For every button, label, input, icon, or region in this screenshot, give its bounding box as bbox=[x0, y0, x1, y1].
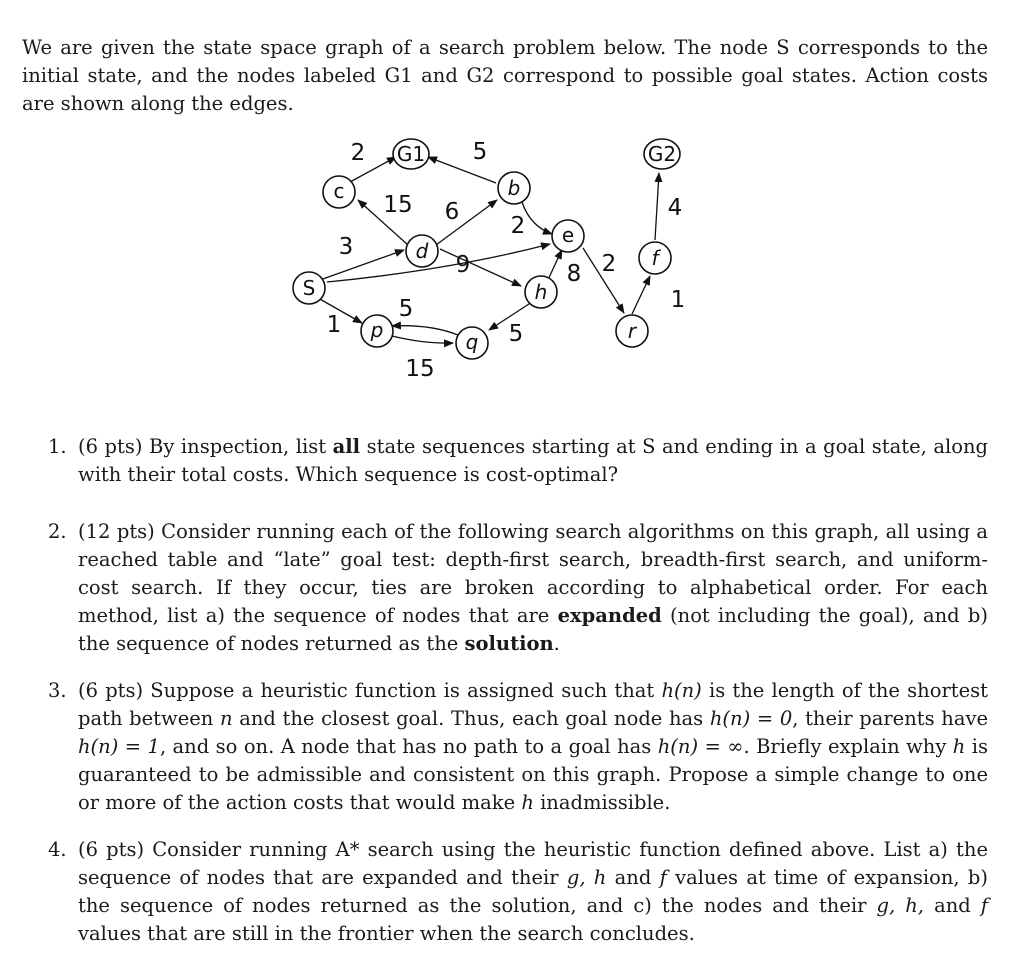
math-text: h bbox=[521, 791, 534, 814]
question-number: 3. bbox=[48, 679, 67, 702]
cost-q-p: 5 bbox=[398, 296, 414, 322]
cost-S-d: 3 bbox=[338, 234, 354, 260]
math-text: g, h bbox=[566, 866, 607, 889]
cost-b-e: 2 bbox=[510, 213, 526, 239]
math-text: h(n) = ∞ bbox=[657, 735, 744, 758]
edge-p-q bbox=[392, 336, 453, 343]
state-space-graph bbox=[280, 128, 700, 388]
node-label-b: b bbox=[507, 176, 521, 200]
math-text: h bbox=[952, 735, 966, 758]
question-text: values at time of expansion, b) the sequence of nodes returned as the solution, and c) the nodes and their bbox=[78, 866, 988, 917]
edge-q-p bbox=[392, 326, 458, 335]
question-4 bbox=[48, 836, 988, 948]
node-label-p: p bbox=[370, 318, 384, 342]
question-1 bbox=[48, 433, 988, 518]
cost-d-h: 9 bbox=[455, 252, 471, 278]
cost-S-p: 1 bbox=[326, 312, 342, 338]
cost-p-q: 15 bbox=[405, 356, 435, 382]
question-number: 4. bbox=[48, 838, 67, 861]
node-label-c: c bbox=[333, 179, 345, 203]
question-text: (12 pts) Consider running each of the following search algorithms on this graph, all using a reached table and “late” goal test: depth-first search, breadth-first search, and uniform-cost search. If they occur, ties are broken according to alphabetical order. For each method, list a) the sequence of nodes that are bbox=[78, 520, 988, 627]
cost-d-b: 6 bbox=[444, 199, 460, 225]
question-text: inadmissible. bbox=[533, 791, 671, 814]
emphasis-text: expanded bbox=[557, 604, 662, 627]
question-text: . bbox=[553, 632, 560, 655]
question-2 bbox=[48, 518, 988, 677]
question-text: state sequences starting at S and ending in a goal state, along with their total costs. Which sequence is cost-optimal? bbox=[78, 435, 988, 486]
question-list bbox=[48, 433, 988, 948]
node-label-h: h bbox=[534, 280, 548, 304]
question-text: and the closest goal. Thus, each goal node has bbox=[232, 707, 710, 730]
question-text: (not including the goal), and b) the sequence of nodes returned as the bbox=[78, 604, 988, 655]
cost-h-q: 5 bbox=[508, 321, 524, 347]
question-text: , their parents have bbox=[792, 707, 988, 730]
question-text: is guaranteed to be admissible and consistent on this graph. Propose a simple change to one or more of the action costs that would make bbox=[78, 735, 989, 814]
cost-f-G2: 4 bbox=[667, 195, 683, 221]
question-text: and bbox=[924, 894, 981, 917]
math-text: g, h, bbox=[876, 894, 925, 917]
cost-h-e: 8 bbox=[566, 261, 582, 287]
edge-S-d bbox=[320, 250, 404, 280]
question-number: 2. bbox=[48, 520, 67, 543]
cost-r-f: 1 bbox=[670, 287, 686, 313]
cost-e-r: 2 bbox=[601, 251, 617, 277]
math-text: h(n) bbox=[661, 679, 702, 702]
question-text: . Briefly explain why bbox=[743, 735, 953, 758]
node-label-e: e bbox=[561, 223, 575, 247]
math-text: f bbox=[659, 866, 667, 889]
emphasis-text: solution bbox=[464, 632, 554, 655]
cost-d-c: 15 bbox=[383, 192, 413, 218]
math-text: h(n) = 0 bbox=[709, 707, 793, 730]
node-label-f: f bbox=[651, 246, 659, 270]
question-text: values that are still in the frontier when the search concludes. bbox=[78, 922, 695, 945]
node-label-G2: G2 bbox=[647, 142, 677, 166]
node-label-d: d bbox=[415, 239, 429, 263]
question-3 bbox=[48, 677, 988, 836]
edge-f-G2 bbox=[655, 173, 659, 240]
math-text: h(n) = 1 bbox=[78, 735, 160, 758]
node-label-S: S bbox=[302, 276, 316, 300]
node-label-q: q bbox=[465, 330, 479, 354]
question-text: and bbox=[606, 866, 660, 889]
edge-b-e bbox=[522, 202, 552, 234]
problem-intro: We are given the state space graph of a search problem below. The node S corresponds to the initial state, and the nodes labeled G1 and G2 correspond to possible goal states. Action costs are shown along the edges. bbox=[22, 35, 988, 115]
question-text: , and so on. A node that has no path to a goal has bbox=[159, 735, 658, 758]
node-label-r: r bbox=[627, 319, 637, 343]
edge-r-f bbox=[632, 276, 650, 314]
edge-h-e bbox=[548, 250, 562, 280]
math-text: n bbox=[220, 707, 233, 730]
question-text: (6 pts) Consider running A* search using the heuristic function defined above. List a) the sequence of nodes that are expanded and their bbox=[78, 838, 988, 889]
question-text: is the length of the shortest path between bbox=[78, 679, 988, 730]
question-text: (6 pts) By inspection, list bbox=[78, 435, 333, 458]
emphasis-text: all bbox=[332, 435, 361, 458]
cost-b-G1: 5 bbox=[472, 139, 488, 165]
math-text: f bbox=[980, 894, 988, 917]
cost-c-G1: 2 bbox=[350, 140, 366, 166]
question-number: 1. bbox=[48, 435, 67, 458]
node-label-G1: G1 bbox=[396, 142, 426, 166]
question-text: (6 pts) Suppose a heuristic function is assigned such that bbox=[78, 679, 662, 702]
